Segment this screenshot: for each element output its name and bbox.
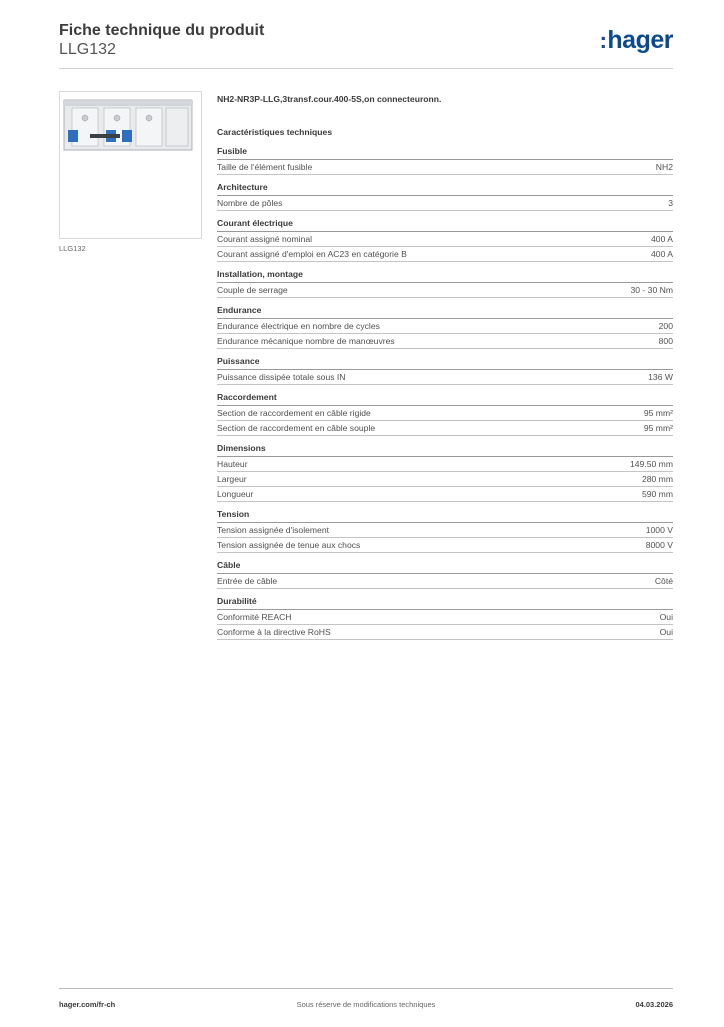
spec-label: Couple de serrage [217, 285, 288, 295]
specs-heading: Caractéristiques techniques [217, 127, 333, 137]
spec-label: Tension assignée d'isolement [217, 525, 329, 535]
spec-value: Oui [659, 627, 673, 637]
spec-label: Largeur [217, 474, 247, 484]
spec-group-title: Raccordement [217, 392, 673, 406]
spec-row [217, 625, 673, 640]
spec-row [217, 457, 673, 472]
spec-row [217, 406, 673, 421]
spec-label: Nombre de pôles [217, 198, 283, 208]
hager-logo [600, 26, 673, 55]
logo-text: hager [607, 26, 673, 54]
spec-value: 95 mm² [643, 423, 673, 433]
spec-value: 8000 V [645, 540, 673, 550]
spec-row [217, 232, 673, 247]
spec-label: Courant assigné nominal [217, 234, 313, 244]
spec-group-title: Courant électrique [217, 218, 673, 232]
document-title: Fiche technique du produit [59, 22, 265, 39]
spec-label: Puissance dissipée totale sous IN [217, 372, 346, 382]
spec-value: 400 A [651, 249, 673, 259]
spec-value: 136 W [648, 372, 673, 382]
spec-value: Oui [659, 612, 673, 622]
footer-website: hager.com/fr-ch [59, 1000, 116, 1009]
spec-label: Endurance électrique en nombre de cycles [217, 321, 380, 331]
spec-label: Courant assigné d'emploi en AC23 en catégorie B [217, 249, 407, 259]
spec-row [217, 319, 673, 334]
spec-groups [217, 146, 673, 640]
product-reference: LLG132 [59, 41, 116, 58]
spec-group-title: Puissance [217, 356, 673, 370]
spec-label: Tension assignée de tenue aux chocs [217, 540, 361, 550]
footer-disclaimer: Sous réserve de modifications techniques [296, 1000, 436, 1009]
spec-value: 200 [658, 321, 673, 331]
image-caption: LLG132 [59, 244, 86, 253]
spec-content [217, 94, 673, 640]
footer-date: 04.03.2026 [635, 1000, 673, 1009]
spec-group-title: Installation, montage [217, 269, 673, 283]
spec-group-title: Câble [217, 560, 673, 574]
spec-row [217, 334, 673, 349]
spec-row [217, 487, 673, 502]
spec-value: 95 mm² [643, 408, 673, 418]
spec-label: Section de raccordement en câble rigide [217, 408, 371, 418]
spec-value: Côté [654, 576, 673, 586]
product-image [59, 91, 202, 239]
page-header [59, 22, 673, 59]
spec-group-title: Tension [217, 509, 673, 523]
spec-value: 149.50 mm [630, 459, 673, 469]
spec-label: Taille de l'élément fusible [217, 162, 313, 172]
spec-label: Entrée de câble [217, 576, 278, 586]
spec-label: Longueur [217, 489, 254, 499]
spec-label: Conforme à la directive RoHS [217, 627, 331, 637]
spec-row [217, 196, 673, 211]
spec-row [217, 523, 673, 538]
spec-value: 400 A [651, 234, 673, 244]
spec-value: 800 [658, 336, 673, 346]
spec-group-title: Durabilité [217, 596, 673, 610]
product-description: NH2-NR3P-LLG,3transf.cour.400-5S,on connecteuronn. [217, 94, 442, 104]
product-photo-icon [60, 92, 201, 238]
spec-value: 280 mm [641, 474, 673, 484]
logo-mark-icon: : [599, 28, 607, 53]
spec-row [217, 370, 673, 385]
spec-row [217, 283, 673, 298]
spec-label: Section de raccordement en câble souple [217, 423, 376, 433]
spec-row [217, 421, 673, 436]
spec-row [217, 160, 673, 175]
spec-value: 1000 V [645, 525, 673, 535]
spec-group-title: Architecture [217, 182, 673, 196]
spec-row [217, 610, 673, 625]
spec-value: 30 - 30 Nm [630, 285, 673, 295]
spec-row [217, 574, 673, 589]
spec-group-title: Dimensions [217, 443, 673, 457]
spec-group-title: Endurance [217, 305, 673, 319]
spec-label: Endurance mécanique nombre de manœuvres [217, 336, 395, 346]
spec-value: 590 mm [641, 489, 673, 499]
spec-group-title: Fusible [217, 146, 673, 160]
spec-row [217, 472, 673, 487]
spec-label: Conformité REACH [217, 612, 292, 622]
spec-label: Hauteur [217, 459, 248, 469]
spec-row [217, 247, 673, 262]
spec-value: NH2 [655, 162, 673, 172]
header-divider [59, 68, 673, 69]
spec-value: 3 [668, 198, 673, 208]
spec-row [217, 538, 673, 553]
page-footer [59, 988, 673, 1027]
